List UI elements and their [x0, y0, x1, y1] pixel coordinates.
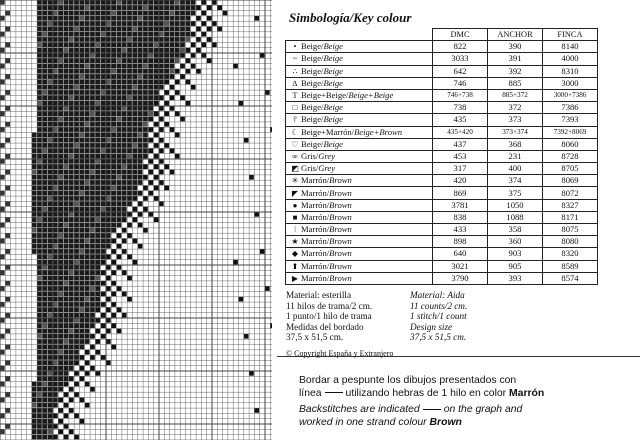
color-name-es: Beige/	[301, 65, 324, 76]
key-anchor-code: 231	[488, 150, 543, 162]
star-icon: ★	[291, 237, 299, 247]
color-name-es: Marrón/	[301, 211, 330, 222]
color-name-en: Beige+Brown	[354, 126, 403, 137]
key-table	[285, 28, 598, 285]
material-en-line: 1 stitch/1 count	[410, 311, 467, 322]
key-dmc-code: 3033	[433, 53, 488, 65]
half-square-icon: ◩	[291, 164, 299, 174]
key-color-name	[286, 211, 433, 223]
key-row	[286, 187, 598, 199]
key-color-name	[286, 53, 433, 65]
three-dots-icon: ∴	[292, 66, 298, 76]
key-color-name	[286, 150, 433, 162]
key-color-name	[286, 89, 433, 101]
color-name-en: Beige	[323, 77, 344, 88]
key-header-blank	[286, 29, 433, 41]
color-name-en: Brown	[329, 260, 352, 271]
backstitch-es-line2	[299, 388, 544, 401]
filled-circle-icon: ●	[292, 200, 298, 210]
material-es-line: 1 punto/1 hilo de trama	[286, 311, 372, 322]
backstitch-line-icon	[325, 392, 343, 393]
key-row	[286, 138, 598, 150]
key-row	[286, 175, 598, 187]
color-name-es: Beige/	[301, 102, 324, 113]
material-en-line: Material: Aida	[410, 290, 465, 300]
triangle-right-icon: ▶	[291, 273, 299, 283]
key-dmc-code: 433	[433, 224, 488, 236]
material-english	[410, 290, 467, 343]
cross-stitch-chart	[0, 0, 272, 440]
key-color-name	[286, 126, 433, 138]
key-color-name	[286, 114, 433, 126]
key-dmc-code: 453	[433, 150, 488, 162]
key-row	[286, 102, 598, 114]
backstitch-en-text: Backstitches are indicated	[299, 404, 420, 415]
color-name-es: Beige+Marrón/	[301, 126, 355, 137]
triangle-icon: ∆	[292, 78, 298, 88]
key-dmc-code: 746+738	[433, 89, 488, 101]
material-es-line: Medidas del bordado	[286, 321, 364, 332]
key-color-name	[286, 272, 433, 284]
color-name-en: Grey	[318, 150, 336, 161]
key-row	[286, 260, 598, 272]
key-anchor-code: 391	[488, 53, 543, 65]
key-color-name	[286, 199, 433, 211]
key-finca-code: 7386	[543, 102, 598, 114]
key-dmc-code: 317	[433, 163, 488, 175]
key-finca-code: 3000+7386	[543, 89, 598, 101]
key-anchor-code: 1088	[488, 211, 543, 223]
key-row	[286, 65, 598, 77]
backstitch-en-text: on the graph and	[443, 404, 523, 415]
key-color-name	[286, 224, 433, 236]
key-dmc-code: 822	[433, 41, 488, 53]
key-anchor-code: 374	[488, 175, 543, 187]
key-row	[286, 126, 598, 138]
key-row	[286, 272, 598, 284]
key-panel	[277, 0, 640, 440]
color-name-en: Beige	[323, 114, 344, 125]
color-name-es: Gris/	[301, 163, 319, 174]
key-finca-code: 7392+8069	[543, 126, 598, 138]
color-name-es: Marrón/	[301, 199, 330, 210]
key-row	[286, 248, 598, 260]
key-title: Simbología/Key colour	[289, 10, 412, 25]
key-color-name	[286, 138, 433, 150]
material-es-line: Material: esterilla	[286, 290, 352, 300]
material-es-line: 37,5 x 51,5 cm.	[286, 332, 344, 343]
key-dmc-code: 420	[433, 175, 488, 187]
key-anchor-code: 373	[488, 114, 543, 126]
key-anchor-code: 360	[488, 236, 543, 248]
key-anchor-code: 390	[488, 41, 543, 53]
asterisk-icon: ✳	[291, 176, 299, 186]
header-anchor: ANCHOR	[488, 29, 543, 41]
key-anchor-code: 903	[488, 248, 543, 260]
thermometer-icon: ⫯	[293, 115, 297, 125]
key-table-body	[286, 41, 598, 285]
backstitch-es-text: línea	[299, 387, 322, 399]
material-es-line: 11 hilos de trama/2 cm.	[286, 300, 373, 311]
key-color-name	[286, 41, 433, 53]
color-name-es: Beige/	[301, 41, 324, 52]
key-color-name	[286, 187, 433, 199]
color-name-es: Beige/	[301, 53, 324, 64]
key-anchor-code: 372	[488, 102, 543, 114]
key-anchor-code: 373+374	[488, 126, 543, 138]
key-row	[286, 163, 598, 175]
color-name-en: Grey	[318, 163, 336, 174]
color-name-en: Brown	[329, 236, 352, 247]
key-row	[286, 236, 598, 248]
color-name-es: Marrón/	[301, 236, 330, 247]
backstitch-es-text: utilizando hebras de 1 hilo en color	[345, 387, 507, 399]
square-icon: □	[292, 103, 298, 113]
key-finca-code: 8327	[543, 199, 598, 211]
key-finca-code: 8069	[543, 175, 598, 187]
key-dmc-code: 640	[433, 248, 488, 260]
color-name-en: Brown	[329, 199, 352, 210]
color-name-es: Beige+Beige/	[301, 90, 349, 101]
key-dmc-code: 3790	[433, 272, 488, 284]
key-finca-code: 8705	[543, 163, 598, 175]
key-header-row	[286, 29, 598, 41]
color-name-en: Brown	[329, 211, 352, 222]
key-finca-code: 8072	[543, 187, 598, 199]
key-finca-code: 8171	[543, 211, 598, 223]
color-name-en: Brown	[329, 272, 352, 283]
key-anchor-code: 375	[488, 187, 543, 199]
key-dmc-code: 746	[433, 77, 488, 89]
material-en-line: 37,5 x 51,5 cm.	[410, 332, 467, 343]
key-anchor-code: 885+372	[488, 89, 543, 101]
color-name-en: Beige	[323, 41, 344, 52]
color-name-es: Marrón/	[301, 248, 330, 259]
color-name-en: Beige	[323, 53, 344, 64]
backstitch-line-icon	[423, 409, 441, 410]
color-name-es: Beige/	[301, 77, 324, 88]
dot-icon: •	[293, 42, 297, 52]
key-finca-code: 8080	[543, 236, 598, 248]
key-dmc-code: 838	[433, 211, 488, 223]
color-name-en: Brown	[329, 187, 352, 198]
key-anchor-code: 368	[488, 138, 543, 150]
key-color-name	[286, 77, 433, 89]
color-name-en: Brown	[329, 224, 352, 235]
color-name-en: Brown	[329, 175, 352, 186]
key-finca-code: 8728	[543, 150, 598, 162]
key-finca-code: 8589	[543, 260, 598, 272]
heart-icon: ♡	[291, 139, 299, 149]
color-name-en: Beige+Beige	[348, 90, 394, 101]
key-finca-code: 8060	[543, 138, 598, 150]
color-name-en: Beige	[323, 138, 344, 149]
key-color-name	[286, 175, 433, 187]
key-anchor-code: 885	[488, 77, 543, 89]
key-color-name	[286, 236, 433, 248]
key-dmc-code: 642	[433, 65, 488, 77]
key-dmc-code: 437	[433, 138, 488, 150]
key-dmc-code: 898	[433, 236, 488, 248]
backstitch-es-color: Marrón	[509, 387, 545, 399]
key-finca-code: 8574	[543, 272, 598, 284]
color-name-es: Marrón/	[301, 175, 330, 186]
t-icon: T	[292, 91, 298, 101]
backstitch-es-line1: Bordar a pespunte los dibujos presentados con	[299, 375, 517, 386]
key-finca-code: 3000	[543, 77, 598, 89]
corner-triangle-icon: ◤	[291, 188, 299, 198]
header-finca: FINCA	[543, 29, 598, 41]
filled-square-icon: ■	[292, 212, 298, 222]
color-name-es: Marrón/	[301, 272, 330, 283]
backstitch-en-line2	[299, 417, 522, 430]
key-anchor-code: 400	[488, 163, 543, 175]
key-dmc-code: 3021	[433, 260, 488, 272]
key-finca-code: 7393	[543, 114, 598, 126]
key-row	[286, 224, 598, 236]
key-finca-code: 8320	[543, 248, 598, 260]
key-row	[286, 89, 598, 101]
copyright-notice: © Copyright España y Extranjero	[286, 349, 394, 358]
key-color-name	[286, 102, 433, 114]
wave-icon: ~	[292, 54, 298, 64]
chart-grid	[0, 0, 272, 440]
color-name-es: Marrón/	[301, 224, 330, 235]
key-anchor-code: 358	[488, 224, 543, 236]
key-finca-code: 8140	[543, 41, 598, 53]
color-name-en: Beige	[323, 65, 344, 76]
key-row	[286, 53, 598, 65]
color-name-en: Brown	[329, 248, 352, 259]
material-spanish	[286, 290, 372, 343]
key-row	[286, 114, 598, 126]
key-anchor-code: 393	[488, 272, 543, 284]
bar-icon: ǀ	[294, 225, 296, 235]
key-row	[286, 41, 598, 53]
diamond-icon: ◆	[291, 249, 299, 259]
backstitch-en-color: Brown	[429, 416, 462, 428]
key-row	[286, 77, 598, 89]
color-name-es: Marrón/	[301, 187, 330, 198]
color-name-es: Gris/	[301, 150, 319, 161]
key-color-name	[286, 260, 433, 272]
key-finca-code: 8075	[543, 224, 598, 236]
key-dmc-code: 435	[433, 114, 488, 126]
arrow-up-icon: ⬆	[291, 261, 299, 271]
backstitch-en-text: worked in one strand colour	[299, 416, 427, 428]
key-anchor-code: 905	[488, 260, 543, 272]
key-color-name	[286, 248, 433, 260]
key-finca-code: 4000	[543, 53, 598, 65]
material-en-line: 11 counts/2 cm.	[410, 300, 468, 311]
key-finca-code: 8310	[543, 65, 598, 77]
material-en-line: Design size	[410, 321, 453, 332]
backstitch-english	[299, 404, 522, 429]
color-name-es: Beige/	[301, 114, 324, 125]
header-dmc: DMC	[433, 29, 488, 41]
key-row	[286, 150, 598, 162]
infinity-icon: ∞	[292, 151, 298, 161]
key-row	[286, 199, 598, 211]
key-row	[286, 211, 598, 223]
key-dmc-code: 3781	[433, 199, 488, 211]
color-name-es: Marrón/	[301, 260, 330, 271]
key-anchor-code: 392	[488, 65, 543, 77]
backstitch-en-line1	[299, 404, 522, 417]
backstitch-spanish	[299, 375, 544, 400]
divider	[277, 356, 640, 357]
color-name-en: Beige	[323, 102, 344, 113]
color-name-es: Beige/	[301, 138, 324, 149]
key-dmc-code: 435+420	[433, 126, 488, 138]
key-color-name	[286, 65, 433, 77]
key-dmc-code: 869	[433, 187, 488, 199]
key-dmc-code: 738	[433, 102, 488, 114]
key-color-name	[286, 163, 433, 175]
key-anchor-code: 1050	[488, 199, 543, 211]
crescent-icon: ☾	[291, 127, 299, 137]
